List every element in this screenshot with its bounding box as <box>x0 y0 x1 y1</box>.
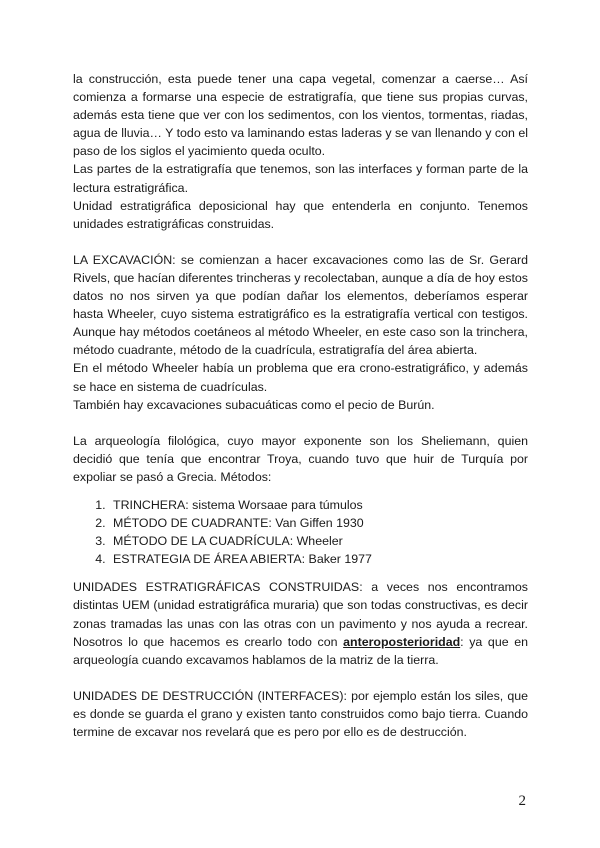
paragraph-wheeler-method: En el método Wheeler había un problema que era crono-estratigráfico, y además se hace en sistema de cuadrículas. <box>73 361 528 394</box>
paragraph-stratigraphy-formation: la construcción, esta puede tener una capa vegetal, comenzar a caerse… Así comienza a formarse una especie de estratigrafía, que tiene sus propias curvas, además esta tiene que ver con los sedimentos, con los vientos, tormentas, riadas, agua de lluvia… Y todo esto va laminando estas laderas y se van llenando y con el paso de los siglos el yacimiento queda oculto. <box>73 72 528 159</box>
list-item: 1. TRINCHERA: sistema Worsaae para túmulos <box>109 496 528 514</box>
paragraph-excavation: LA EXCAVACIÓN: se comienzan a hacer excavaciones como las de Sr. Gerard Rivels, que hacían diferentes trincheras y recolectaban, aunque a día de hoy estos datos no nos sirven ya que podían dañar los elementos, deberíamos esperar hasta Wheeler, cuyo sistema estratigráfico es la estratigrafía vertical con testigos. Aunque hay métodos coetáneos al método Wheeler, en este caso son la trinchera, método cuadrante, método de la cuadrícula, estratigrafía del área abierta. <box>73 252 528 358</box>
paragraph-depositional-unit: Unidad estratigráfica deposicional hay que entenderla en conjunto. Tenemos unidades estratigráficas construidas. <box>73 198 528 231</box>
paragraph-underwater-excavation: También hay excavaciones subacuáticas como el pecio de Burún. <box>73 397 435 412</box>
list-item: 3. MÉTODO DE LA CUADRÍCULA: Wheeler <box>109 532 528 550</box>
paragraph-constructed-units-end: : ya que en arqueología cuando excavamos hablamos de la matriz de la tierra. <box>73 634 528 667</box>
paragraph-constructed-units <box>73 578 528 668</box>
paragraph-philological-archaeology: La arqueología filológica, cuyo mayor exponente son los Sheliemann, quien decidió que tenía que encontrar Troya, cuando tuvo que huir de Turquía por expoliar se pasó a Grecia. Métodos: <box>73 433 528 484</box>
term-anteroposterioridad: anteroposterioridad <box>343 634 461 649</box>
paragraph-stratigraphy-parts: Las partes de la estratigrafía que tenemos, son las interfaces y forman parte de la lectura estratigráfica. <box>73 162 528 195</box>
methods-list <box>73 496 528 568</box>
paragraph-constructed-units-start: UNIDADES ESTRATIGRÁFICAS CONSTRUIDAS: a veces nos encontramos distintas UEM (unidad estratigráfica muraria) que son todas constructivas, es decir zonas tramadas las unas con las otras con un pavimento y nos ayuda a recrear. Nosotros lo que hacemos es crearlo todo con <box>73 580 528 649</box>
list-item: 4. ESTRATEGIA DE ÁREA ABIERTA: Baker 1977 <box>109 550 528 568</box>
list-item: 2. MÉTODO DE CUADRANTE: Van Giffen 1930 <box>109 514 528 532</box>
page-number: 2 <box>518 793 526 809</box>
document-page <box>73 70 528 741</box>
paragraph-destruction-units: UNIDADES DE DESTRUCCIÓN (INTERFACES): por ejemplo están los siles, que es donde se guarda el grano y existen tanto construidos como bajo tierra. Cuando termine de excavar nos revelará que es pero por ello es de destrucción. <box>73 688 528 739</box>
